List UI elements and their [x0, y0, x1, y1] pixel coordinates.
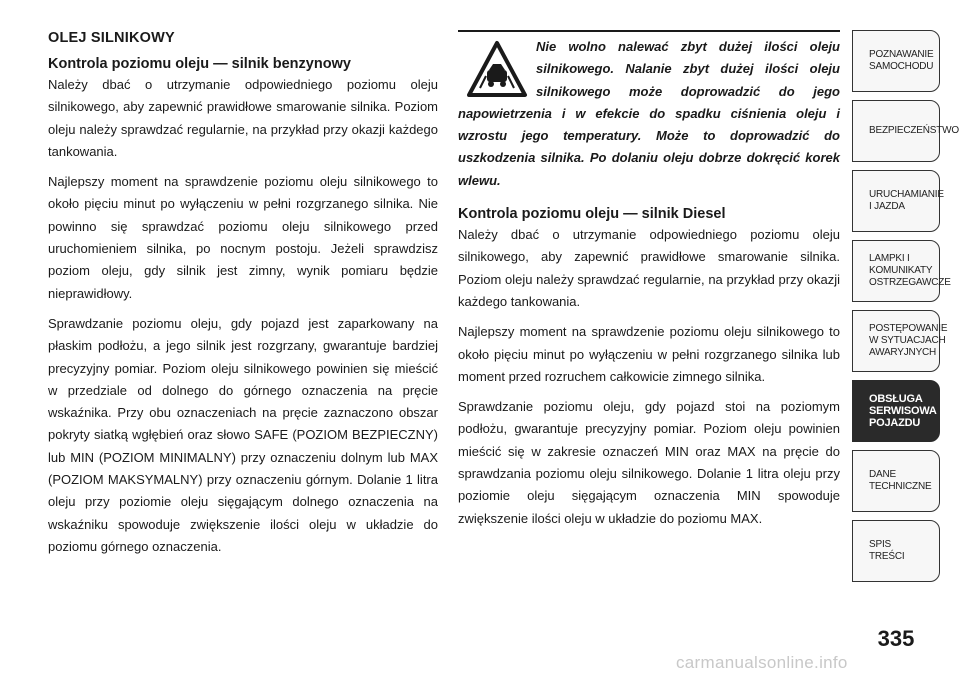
paragraph: Należy dbać o utrzymanie odpowiedniego poziomu oleju silnikowego, aby zapewnić prawidłowe smarowanie silnika. Poziom oleju należy sprawdzać regularnie, na przykład przy okazji każdego tankowania. [48, 77, 438, 159]
tab-postepowanie-awaryjne[interactable] [852, 310, 948, 372]
tab-label: POZNAWANIE SAMOCHODU [869, 49, 934, 72]
chapter-tabs [852, 30, 959, 590]
tab-label: LAMPKI I KOMUNIKATY OSTRZEGAWCZE [869, 253, 951, 288]
tab-lampki-i-komunikaty[interactable] [852, 240, 951, 302]
tab-dane-techniczne[interactable] [852, 450, 940, 512]
watermark: carmanualsonline.info [676, 653, 848, 672]
paragraph: Należy dbać o utrzymanie odpowiedniego poziomu oleju silnikowego, aby zapewnić prawidłowe smarowanie silnika. Poziom oleju należy sprawdzać regularnie, na przykład przy okazji każdego tankowania. [458, 227, 840, 309]
tab-poznawanie-samochodu[interactable] [852, 30, 940, 92]
right-column [458, 30, 840, 538]
warning-rule [458, 30, 840, 32]
paragraph: Najlepszy moment na sprawdzenie poziomu oleju silnikowego to około pięciu minut po wyłączeniu w pełni rozgrzanego silnika lub moment przed rozruchem całkowicie zimnego silnika. [458, 324, 840, 384]
page-number: 335 [877, 626, 915, 651]
paragraph: Najlepszy moment na sprawdzenie poziomu oleju silnikowego to około pięciu minut po wyłączeniu w pełni rozgrzanego silnika. Nie powinno się sprawdzać poziomu oleju silnikowego przed uruchomieniem silnika, po nocnym postoju. Jeżeli sprawdzisz poziom oleju, gdy silnik jest zimny, wynik pomiaru będzie nieprawidłowy. [48, 174, 438, 301]
warning-car-icon [466, 40, 528, 98]
left-column [48, 30, 438, 566]
subhead-petrol: Kontrola poziomu oleju — silnik benzynowy [48, 56, 351, 72]
section-title: OLEJ SILNIKOWY [48, 30, 175, 46]
warning-box [458, 36, 840, 192]
tab-obsluga-serwisowa[interactable] [852, 380, 940, 442]
tab-uruchamianie-i-jazda[interactable] [852, 170, 944, 232]
tab-bezpieczenstwo[interactable] [852, 100, 959, 162]
tab-label: DANE TECHNICZNE [869, 469, 932, 492]
tab-label: SPIS TREŚCI [869, 539, 905, 562]
paragraph: Sprawdzanie poziomu oleju, gdy pojazd stoi na poziomym podłożu, gwarantuje precyzyjny pomiar. Poziom oleju powinien mieścić się w zakresie oznaczeń MIN oraz MAX na pręcie do sprawdzania poziomu oleju silnikowego. Dolanie 1 litra oleju przy poziomie oleju sięgającym oznaczenia MIN spowoduje zwiększenie ilości oleju w układzie do poziomu MAX. [458, 399, 840, 526]
paragraph: Sprawdzanie poziomu oleju, gdy pojazd jest zaparkowany na płaskim podłożu, a jego silnik jest rozgrzany, gwarantuje bardziej precyzyjny pomiar. Poziom oleju silnikowego powinien się mieścić w przedziale od dolnego do górnego oznaczenia na pręcie wskaźnika. Przy obu oznaczeniach na pręcie zaznaczono obszar pokryty siatką wgłębień oraz słowo SAFE (POZIOM BEZPIECZNY) lub MIN (POZIOM MINIMALNY) przy oznaczeniu dolnym lub MAX (POZIOM MAKSYMALNY) przy oznaczeniu górnym. Dolanie 1 litra oleju przy poziomie oleju sięgającym dolnego oznaczenia na wskaźniku spowoduje zwiększenie ilości oleju w układzie do poziomu górnego oznaczenia. [48, 315, 438, 554]
tab-label: POSTĘPOWANIE W SYTUACJACH AWARYJNYCH [869, 323, 948, 358]
tab-spis-tresci[interactable] [852, 520, 940, 582]
tab-label: OBSŁUGA SERWISOWA POJAZDU [869, 393, 937, 429]
warning-text: Nie wolno nalewać zbyt dużej ilości oleju silnikowego. Nalanie zbyt dużej ilości oleju silnikowego może doprowadzić do jego napowietrzenia i w efekcie do spadku ciśnienia oleju i wzrostu jego temperatury. Może to doprowadzić do uszkodzenia silnika. Po dolaniu oleju dobrze dokręcić korek wlewu. [458, 39, 840, 188]
tab-label: URUCHAMIANIE I JAZDA [869, 189, 944, 212]
tab-label: BEZPIECZEŃSTWO [869, 125, 959, 136]
subhead-diesel: Kontrola poziomu oleju — silnik Diesel [458, 206, 726, 223]
